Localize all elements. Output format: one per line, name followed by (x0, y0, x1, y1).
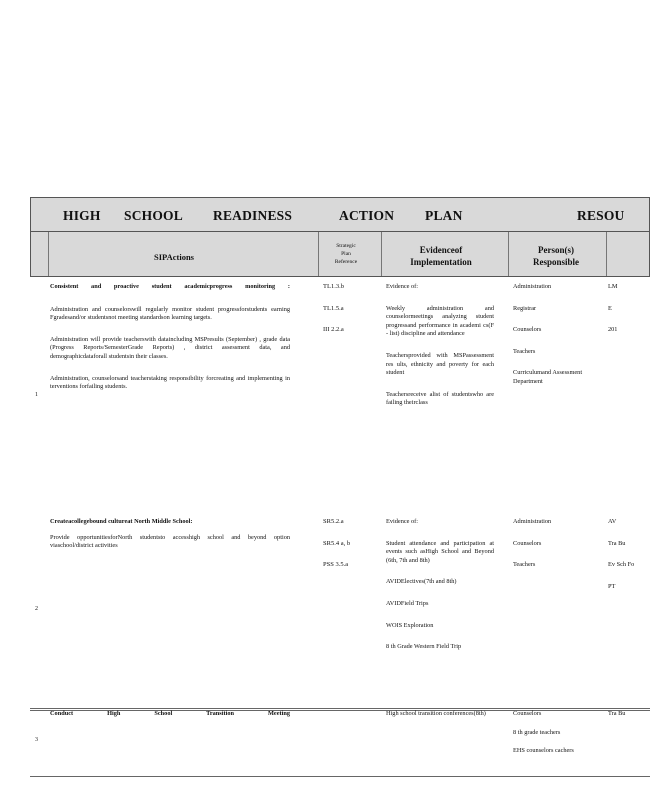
resource-item: Tra Bu (608, 539, 626, 547)
sip-action-paragraph: Provide opportunitiesforNorth studentsto accesshigh school and beyond option viaschool/district activities (50, 533, 290, 550)
person-item: 8 th grade teachers (513, 728, 561, 736)
reference-cell (323, 518, 378, 570)
sip-action-title: Consistent and proactive student academicprogress monitoring : (50, 283, 290, 290)
resource-item: Ev Sch Fo (608, 561, 635, 569)
person-item: Teachers (513, 561, 536, 569)
person-item: Teachers (513, 347, 536, 355)
person-item: EHS counselors cachers (513, 747, 574, 755)
title-bar (30, 197, 650, 232)
evidence-item: WOIS Exploration (386, 621, 434, 629)
sip-action-paragraph: Administration, counselorsand teacherstaking responsibility forcreating and implementing in terventions forfailing students. (50, 374, 290, 391)
evidence-cell (386, 710, 494, 719)
resource-item: 201 (608, 326, 618, 334)
person-item: Administration (513, 518, 552, 525)
evidence-item: Evidence of: (386, 518, 418, 525)
person-item: Counselors (513, 326, 542, 334)
person-cell (513, 710, 603, 756)
resource-item: E (608, 304, 612, 312)
title-word-1: HIGH (63, 208, 101, 223)
row-number: 1 (35, 392, 38, 398)
evidence-item: Teachersprovided with MSPassessment res ults, ethnicity and poverty for each student (386, 351, 494, 377)
person-cell (513, 518, 603, 570)
table-row (30, 516, 650, 709)
person-item: Counselors (513, 539, 542, 547)
resource-item: AV (608, 518, 617, 525)
person-item: Registrar (513, 304, 537, 312)
resource-item: Tra Bu (608, 710, 626, 717)
reference-item: SR5.4 a, b (323, 539, 351, 547)
title-word-5: PLAN (425, 208, 463, 223)
sip-action-cell (50, 710, 290, 719)
evidence-item: Weekly administration and counselormeetings analyzing student progressand performance in academi cs(F - list) discipline and attendance (386, 304, 494, 338)
reference-item: SR5.2.a (323, 518, 344, 525)
header-person-responsible: Person(s) Responsible (532, 245, 579, 267)
resource-item: LM (608, 283, 618, 290)
resource-cell (608, 283, 648, 335)
person-item: Administration (513, 283, 552, 290)
sip-action-cell (50, 518, 290, 564)
sip-action-title: Conduct High School Transition Meeting (50, 710, 290, 717)
sip-action-paragraph: Administration will provide teacherswith dataincluding MSPresults (September) , grade data (Progress Reports/SemesterGrade Reports) , district assessment data, and demographicdataforall studentsin their classes. (50, 335, 290, 360)
reference-item: TL1.5.a (323, 304, 344, 312)
sip-action-title: Createacollegebound cultureat North Middle School: (50, 518, 193, 525)
title-word-2: SCHOOL (124, 208, 183, 223)
evidence-item: Teachersreceive alist of studentswho are failing theirclass (386, 390, 494, 407)
reference-item: PSS 3.5.a (323, 561, 349, 569)
sip-action-cell (50, 283, 290, 405)
evidence-item: Evidence of: (386, 283, 418, 290)
reference-item: III 2.2.a (323, 326, 344, 334)
title-word-4: ACTION (339, 208, 395, 223)
table-row (30, 708, 650, 777)
title-word-6: RESOU (577, 208, 625, 223)
reference-item: TL1.3.b (323, 283, 344, 290)
header-evidence: Evidenceof Implementation (410, 245, 472, 267)
sip-action-paragraph: Administration and counselorswill regularly monitor student progressforstudents earning Fgradesand/or studentsnot meeting standardson learning targets. (50, 305, 290, 322)
person-cell (513, 283, 603, 387)
evidence-item: High school transition conferences(8th) (386, 710, 486, 717)
person-item: Counselors (513, 710, 542, 717)
person-item: Curriculumand Assessment Department (513, 369, 583, 385)
title-word-3: READINESS (213, 208, 293, 223)
evidence-cell (386, 283, 494, 421)
header-sip-actions: SIPActions (154, 252, 194, 262)
evidence-cell (386, 518, 494, 652)
evidence-item: AVIDField Trips (386, 599, 429, 607)
evidence-item: AVIDElectives(7th and 8th) (386, 578, 457, 586)
resource-cell (608, 710, 648, 719)
resource-item: PT (608, 582, 616, 590)
resource-cell (608, 518, 648, 591)
row-number: 2 (35, 606, 38, 612)
evidence-item: 8 th Grade Western Field Trip (386, 643, 462, 651)
column-header-row (30, 231, 650, 277)
row-number: 3 (35, 737, 38, 743)
reference-cell (323, 283, 378, 335)
header-strategic-plan-reference: Strategic Plan Reference (334, 243, 358, 265)
evidence-item: Student attendance and participation at events such asHigh School and Beyond (6th, 7th and 8th) (386, 539, 494, 564)
